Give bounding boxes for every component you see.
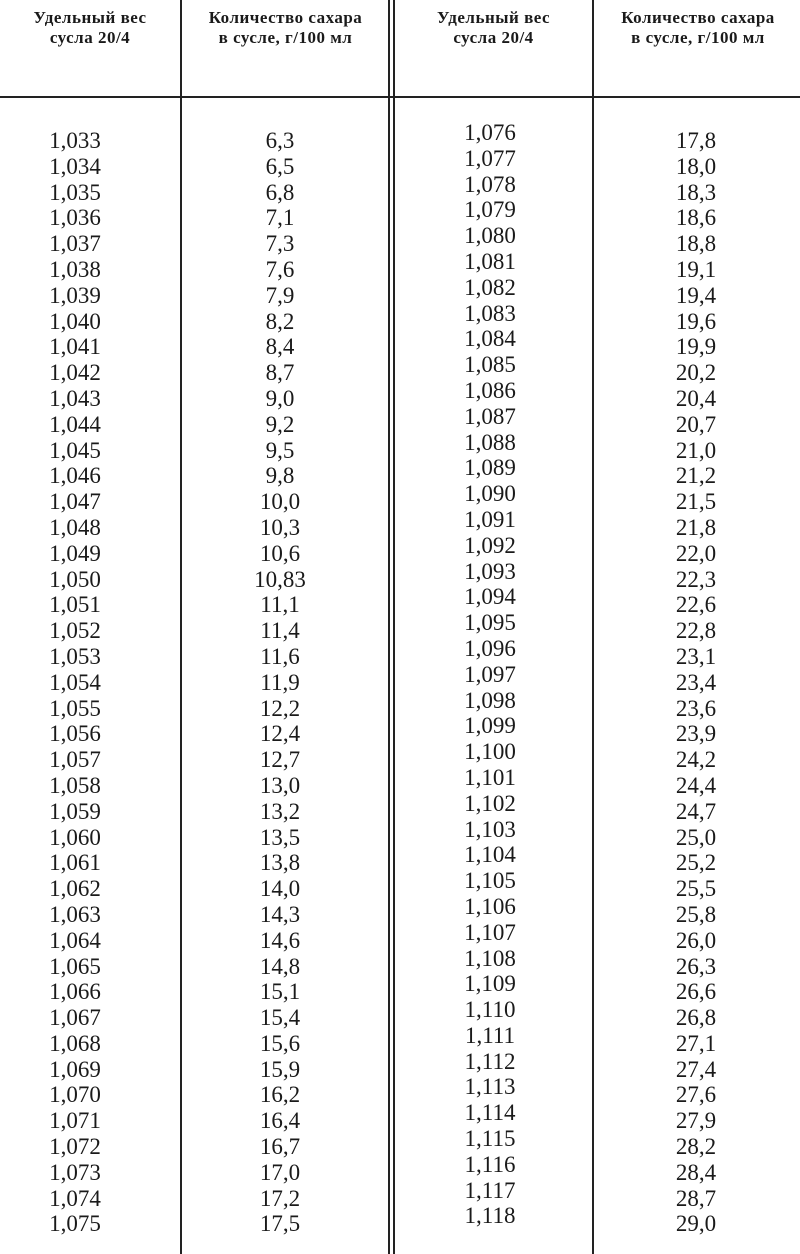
table-cell: 17,5 <box>259 1211 301 1237</box>
table-cell: 22,6 <box>675 592 717 618</box>
header-line: Количество сахара <box>621 8 775 27</box>
table-cell: 1,086 <box>464 377 516 403</box>
table-cell: 1,091 <box>464 506 516 532</box>
center-double-divider <box>393 0 395 1254</box>
table-cell: 18,3 <box>675 179 717 205</box>
table-cell: 1,108 <box>464 945 516 971</box>
table-cell: 10,0 <box>259 489 301 515</box>
table-cell: 8,7 <box>265 360 295 386</box>
table-cell: 18,0 <box>675 153 717 179</box>
table-cell: 1,035 <box>49 179 101 205</box>
table-cell: 1,080 <box>464 223 516 249</box>
header-line: в сусле, г/100 мл <box>218 28 353 47</box>
table-cell: 25,8 <box>675 901 717 927</box>
column-specific-gravity-1 <box>25 128 125 1237</box>
table-cell: 10,83 <box>254 566 306 592</box>
table-cell: 1,077 <box>464 145 516 171</box>
table-cell: 22,8 <box>675 618 717 644</box>
table-cell: 1,085 <box>464 352 516 378</box>
table-cell: 21,2 <box>675 463 717 489</box>
table-cell: 1,059 <box>49 798 101 824</box>
table-cell: 6,8 <box>265 179 295 205</box>
table-cell: 1,082 <box>464 274 516 300</box>
column-specific-gravity-2 <box>440 120 540 1229</box>
table-cell: 1,034 <box>49 153 101 179</box>
header-line: Удельный вес <box>436 8 551 27</box>
table-cell: 1,109 <box>464 971 516 997</box>
table-cell: 8,2 <box>265 308 295 334</box>
table-cell: 1,079 <box>464 197 516 223</box>
table-cell: 1,063 <box>49 901 101 927</box>
table-cell: 1,051 <box>49 592 101 618</box>
table-cell: 1,072 <box>49 1134 101 1160</box>
table-cell: 28,4 <box>675 1159 717 1185</box>
table-cell: 1,070 <box>49 1082 101 1108</box>
table-cell: 19,1 <box>675 256 717 282</box>
table-cell: 9,0 <box>265 385 295 411</box>
table-cell: 1,056 <box>49 721 101 747</box>
table-cell: 28,7 <box>675 1185 717 1211</box>
table-cell: 9,8 <box>265 463 295 489</box>
table-cell: 21,5 <box>675 489 717 515</box>
table-cell: 13,8 <box>259 850 301 876</box>
table-cell: 11,6 <box>260 643 300 669</box>
header-line: Количество сахара <box>208 8 363 27</box>
header-line: в сусле, г/100 мл <box>631 28 765 47</box>
header-line: сусла 20/4 <box>49 28 131 47</box>
table-cell: 1,084 <box>464 326 516 352</box>
table-cell: 1,036 <box>49 205 101 231</box>
table-cell: 10,6 <box>259 540 301 566</box>
table-cell: 1,074 <box>49 1185 101 1211</box>
table-cell: 1,075 <box>49 1211 101 1237</box>
table-cell: 1,048 <box>49 514 101 540</box>
table-cell: 20,4 <box>675 385 717 411</box>
table-cell: 1,095 <box>464 610 516 636</box>
table-cell: 25,5 <box>675 876 717 902</box>
table-cell: 1,060 <box>49 824 101 850</box>
table-cell: 1,088 <box>464 429 516 455</box>
table-cell: 10,3 <box>259 514 301 540</box>
header-specific-gravity-2 <box>395 8 592 92</box>
table-cell: 1,033 <box>49 128 101 153</box>
table-cell: 1,112 <box>464 1048 516 1074</box>
table-cell: 19,6 <box>675 308 717 334</box>
table-cell: 15,9 <box>259 1056 301 1082</box>
table-cell: 6,5 <box>265 153 295 179</box>
table-cell: 7,1 <box>265 205 295 231</box>
table-cell: 1,037 <box>49 231 101 257</box>
table-cell: 14,6 <box>259 927 301 953</box>
table-cell: 14,3 <box>259 901 301 927</box>
table-cell: 25,0 <box>675 824 717 850</box>
table-cell: 1,093 <box>464 558 516 584</box>
table-cell: 1,102 <box>464 790 516 816</box>
table-cell: 1,083 <box>464 300 516 326</box>
table-cell: 1,071 <box>49 1108 101 1134</box>
table-cell: 1,087 <box>464 403 516 429</box>
table-cell: 16,4 <box>259 1108 301 1134</box>
header-specific-gravity-1 <box>0 8 180 92</box>
table-cell: 1,042 <box>49 360 101 386</box>
table-cell: 11,9 <box>260 669 300 695</box>
table-cell: 1,066 <box>49 979 101 1005</box>
table-cell: 23,6 <box>675 695 717 721</box>
table-cell: 20,7 <box>675 411 717 437</box>
table-cell: 1,053 <box>49 643 101 669</box>
table-cell: 1,111 <box>464 1022 516 1048</box>
table-cell: 11,4 <box>260 618 300 644</box>
table-cell: 23,1 <box>675 643 717 669</box>
table-cell: 1,101 <box>464 764 516 790</box>
table-cell: 1,049 <box>49 540 101 566</box>
table-cell: 1,055 <box>49 695 101 721</box>
table-cell: 13,2 <box>259 798 301 824</box>
table-cell: 24,4 <box>675 772 717 798</box>
table-cell: 1,110 <box>464 997 516 1023</box>
table-cell: 1,039 <box>49 282 101 308</box>
table-cell: 12,7 <box>259 747 301 773</box>
center-double-divider <box>388 0 390 1254</box>
table-cell: 26,8 <box>675 1005 717 1031</box>
header-sugar-amount-1 <box>183 8 388 92</box>
table-cell: 1,114 <box>464 1100 516 1126</box>
table-cell: 11,1 <box>260 592 300 618</box>
table-cell: 15,1 <box>259 979 301 1005</box>
table-cell: 1,052 <box>49 618 101 644</box>
table-cell: 13,5 <box>259 824 301 850</box>
table-cell: 18,8 <box>675 231 717 257</box>
table-cell: 7,9 <box>265 282 295 308</box>
table-cell: 1,043 <box>49 385 101 411</box>
table-cell: 29,0 <box>675 1211 717 1237</box>
table-cell: 1,065 <box>49 953 101 979</box>
table-cell: 24,7 <box>675 798 717 824</box>
table-cell: 17,8 <box>675 128 717 153</box>
table-cell: 12,2 <box>259 695 301 721</box>
table-cell: 22,0 <box>675 540 717 566</box>
table-cell: 19,9 <box>675 334 717 360</box>
table-cell: 9,5 <box>265 437 295 463</box>
table-cell: 1,090 <box>464 481 516 507</box>
table-cell: 13,0 <box>259 772 301 798</box>
table-cell: 1,117 <box>464 1177 516 1203</box>
table-cell: 23,9 <box>675 721 717 747</box>
table-cell: 1,097 <box>464 661 516 687</box>
table-cell: 1,096 <box>464 635 516 661</box>
table-cell: 22,3 <box>675 566 717 592</box>
table-cell: 1,064 <box>49 927 101 953</box>
table-cell: 1,061 <box>49 850 101 876</box>
table-cell: 1,057 <box>49 747 101 773</box>
table-cell: 6,3 <box>265 128 295 153</box>
table-cell: 26,3 <box>675 953 717 979</box>
table-cell: 1,104 <box>464 842 516 868</box>
table-cell: 1,038 <box>49 256 101 282</box>
column-divider <box>180 0 182 1254</box>
table-cell: 1,089 <box>464 455 516 481</box>
header-line: Удельный вес <box>33 8 147 27</box>
table-cell: 15,4 <box>259 1005 301 1031</box>
table-cell: 1,044 <box>49 411 101 437</box>
table-cell: 25,2 <box>675 850 717 876</box>
table-cell: 16,2 <box>259 1082 301 1108</box>
column-sugar-amount-1 <box>230 128 330 1237</box>
table-cell: 23,4 <box>675 669 717 695</box>
table-cell: 17,2 <box>259 1185 301 1211</box>
table-cell: 1,067 <box>49 1005 101 1031</box>
table-cell: 1,045 <box>49 437 101 463</box>
table-cell: 1,115 <box>464 1126 516 1152</box>
table-cell: 15,6 <box>259 1030 301 1056</box>
table-cell: 1,113 <box>464 1074 516 1100</box>
table-cell: 9,2 <box>265 411 295 437</box>
table-cell: 1,054 <box>49 669 101 695</box>
header-divider <box>0 96 800 98</box>
table-cell: 1,068 <box>49 1030 101 1056</box>
table-cell: 26,0 <box>675 927 717 953</box>
table-cell: 16,7 <box>259 1134 301 1160</box>
table-cell: 14,8 <box>259 953 301 979</box>
table-cell: 26,6 <box>675 979 717 1005</box>
table-cell: 27,6 <box>675 1082 717 1108</box>
column-sugar-amount-2 <box>646 128 746 1237</box>
table-cell: 7,3 <box>265 231 295 257</box>
table-cell: 1,041 <box>49 334 101 360</box>
table-cell: 8,4 <box>265 334 295 360</box>
table-cell: 14,0 <box>259 876 301 902</box>
table-cell: 1,107 <box>464 919 516 945</box>
table-cell: 1,098 <box>464 687 516 713</box>
table-cell: 12,4 <box>259 721 301 747</box>
header-sugar-amount-2 <box>596 8 800 92</box>
header-line: сусла 20/4 <box>453 28 534 47</box>
table-cell: 27,1 <box>675 1030 717 1056</box>
table-cell: 17,0 <box>259 1159 301 1185</box>
table-cell: 1,050 <box>49 566 101 592</box>
table-cell: 1,069 <box>49 1056 101 1082</box>
table-cell: 1,099 <box>464 713 516 739</box>
table-cell: 21,8 <box>675 514 717 540</box>
table-cell: 24,2 <box>675 747 717 773</box>
table-cell: 28,2 <box>675 1134 717 1160</box>
table-cell: 27,4 <box>675 1056 717 1082</box>
table-cell: 1,040 <box>49 308 101 334</box>
table-cell: 21,0 <box>675 437 717 463</box>
table-cell: 1,058 <box>49 772 101 798</box>
table-cell: 1,046 <box>49 463 101 489</box>
table-cell: 1,118 <box>464 1203 516 1229</box>
table-cell: 27,9 <box>675 1108 717 1134</box>
table-cell: 1,103 <box>464 816 516 842</box>
table-cell: 1,100 <box>464 739 516 765</box>
table-cell: 18,6 <box>675 205 717 231</box>
table-cell: 1,076 <box>464 120 516 145</box>
table-cell: 7,6 <box>265 256 295 282</box>
table-cell: 1,116 <box>464 1151 516 1177</box>
table-cell: 1,094 <box>464 584 516 610</box>
table-cell: 19,4 <box>675 282 717 308</box>
table-cell: 1,062 <box>49 876 101 902</box>
table-cell: 1,105 <box>464 868 516 894</box>
column-divider <box>592 0 594 1254</box>
table-cell: 20,2 <box>675 360 717 386</box>
table-cell: 1,106 <box>464 893 516 919</box>
table-cell: 1,047 <box>49 489 101 515</box>
table-cell: 1,092 <box>464 532 516 558</box>
table-cell: 1,073 <box>49 1159 101 1185</box>
table-cell: 1,078 <box>464 171 516 197</box>
table-cell: 1,081 <box>464 248 516 274</box>
